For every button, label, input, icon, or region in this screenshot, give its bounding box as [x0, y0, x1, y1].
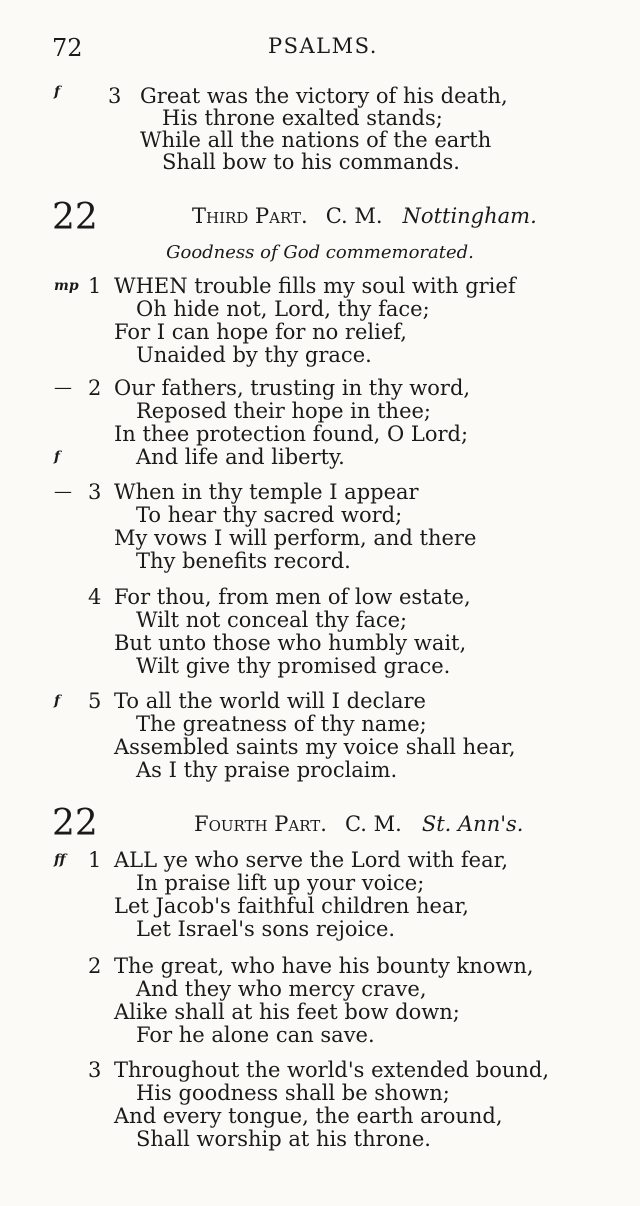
- verse-line: For he alone can save.: [136, 1023, 375, 1047]
- verse-line: Alike shall at his feet bow down;: [114, 1000, 460, 1024]
- tune-label: Nottingham.: [402, 204, 537, 228]
- meter-label: C. M.: [344, 812, 402, 836]
- tune-label: St. Ann's.: [421, 812, 524, 836]
- verse-number: 1: [88, 848, 102, 872]
- verse-line: For I can hope for no relief,: [114, 320, 407, 344]
- verse-line: And they who mercy crave,: [136, 977, 427, 1001]
- verse-line: And every tongue, the earth around,: [114, 1104, 503, 1128]
- dynamic-marking: f: [54, 449, 61, 465]
- verse-line: For thou, from men of low estate,: [114, 585, 471, 609]
- verse-line: Shall bow to his commands.: [162, 150, 460, 174]
- hymn-header: [192, 204, 537, 228]
- verse-line: Assembled saints my voice shall hear,: [114, 735, 516, 759]
- hymn-number: 22: [52, 197, 98, 238]
- verse-line: Thy benefits record.: [136, 549, 351, 573]
- meter-label: C. M.: [325, 204, 383, 228]
- verse-line: Great was the victory of his death,: [140, 84, 508, 108]
- verse-line: To hear thy sacred word;: [136, 503, 403, 527]
- verse-line: Our fathers, trusting in thy word,: [114, 376, 471, 400]
- verse-line: The greatness of thy name;: [136, 712, 427, 736]
- verse-line: My vows I will perform, and there: [114, 526, 477, 550]
- verse-line: His goodness shall be shown;: [136, 1081, 450, 1105]
- verse-number: 2: [88, 954, 102, 978]
- verse-line: While all the nations of the earth: [140, 128, 492, 152]
- dynamic-marking: —: [54, 377, 72, 398]
- dynamic-marking: f: [54, 693, 61, 709]
- verse-line: In thee protection found, O Lord;: [114, 422, 469, 446]
- verse-number: 3: [88, 1058, 102, 1082]
- verse-line: His throne exalted stands;: [162, 106, 443, 130]
- hymn-header: [194, 812, 523, 836]
- verse-line: Let Jacob's faithful children hear,: [114, 894, 469, 918]
- verse-line: As I thy praise proclaim.: [136, 758, 398, 782]
- verse-number: 2: [88, 376, 102, 400]
- part-label: Third Part.: [192, 204, 308, 228]
- part-label: Fourth Part.: [194, 812, 327, 836]
- verse-line: Wilt give thy promised grace.: [136, 654, 451, 678]
- running-head: PSALMS.: [268, 34, 378, 58]
- hymn-number: 22: [52, 803, 98, 844]
- dynamic-marking: f: [54, 84, 61, 100]
- hymn-subtitle: Goodness of God commemorated.: [166, 242, 474, 263]
- verse-line: When in thy temple I appear: [114, 480, 419, 504]
- verse-line: Let Israel's sons rejoice.: [136, 917, 396, 941]
- dynamic-marking: ff: [54, 852, 66, 868]
- verse-line: Wilt not conceal thy face;: [136, 608, 408, 632]
- verse-line: ALL ye who serve the Lord with fear,: [114, 848, 508, 872]
- verse-line: Shall worship at his throne.: [136, 1127, 431, 1151]
- verse-line: The great, who have his bounty known,: [114, 954, 534, 978]
- verse-line: Reposed their hope in thee;: [136, 399, 431, 423]
- verse-line: To all the world will I declare: [114, 689, 426, 713]
- verse-line: In praise lift up your voice;: [136, 871, 425, 895]
- dynamic-marking: —: [54, 481, 72, 502]
- verse-number: 3: [108, 84, 122, 108]
- verse-number: 3: [88, 480, 102, 504]
- verse-number: 5: [88, 689, 102, 713]
- verse-line: Unaided by thy grace.: [136, 343, 372, 367]
- dynamic-marking: mp: [54, 278, 79, 294]
- verse-number: 1: [88, 274, 102, 298]
- page-number: 72: [52, 34, 83, 62]
- verse-line: And life and liberty.: [136, 445, 345, 469]
- verse-line: Oh hide not, Lord, thy face;: [136, 297, 430, 321]
- verse-line: Throughout the world's extended bound,: [114, 1058, 550, 1082]
- verse-line: WHEN trouble fills my soul with grief: [114, 274, 516, 298]
- verse-line: But unto those who humbly wait,: [114, 631, 467, 655]
- verse-number: 4: [88, 585, 102, 609]
